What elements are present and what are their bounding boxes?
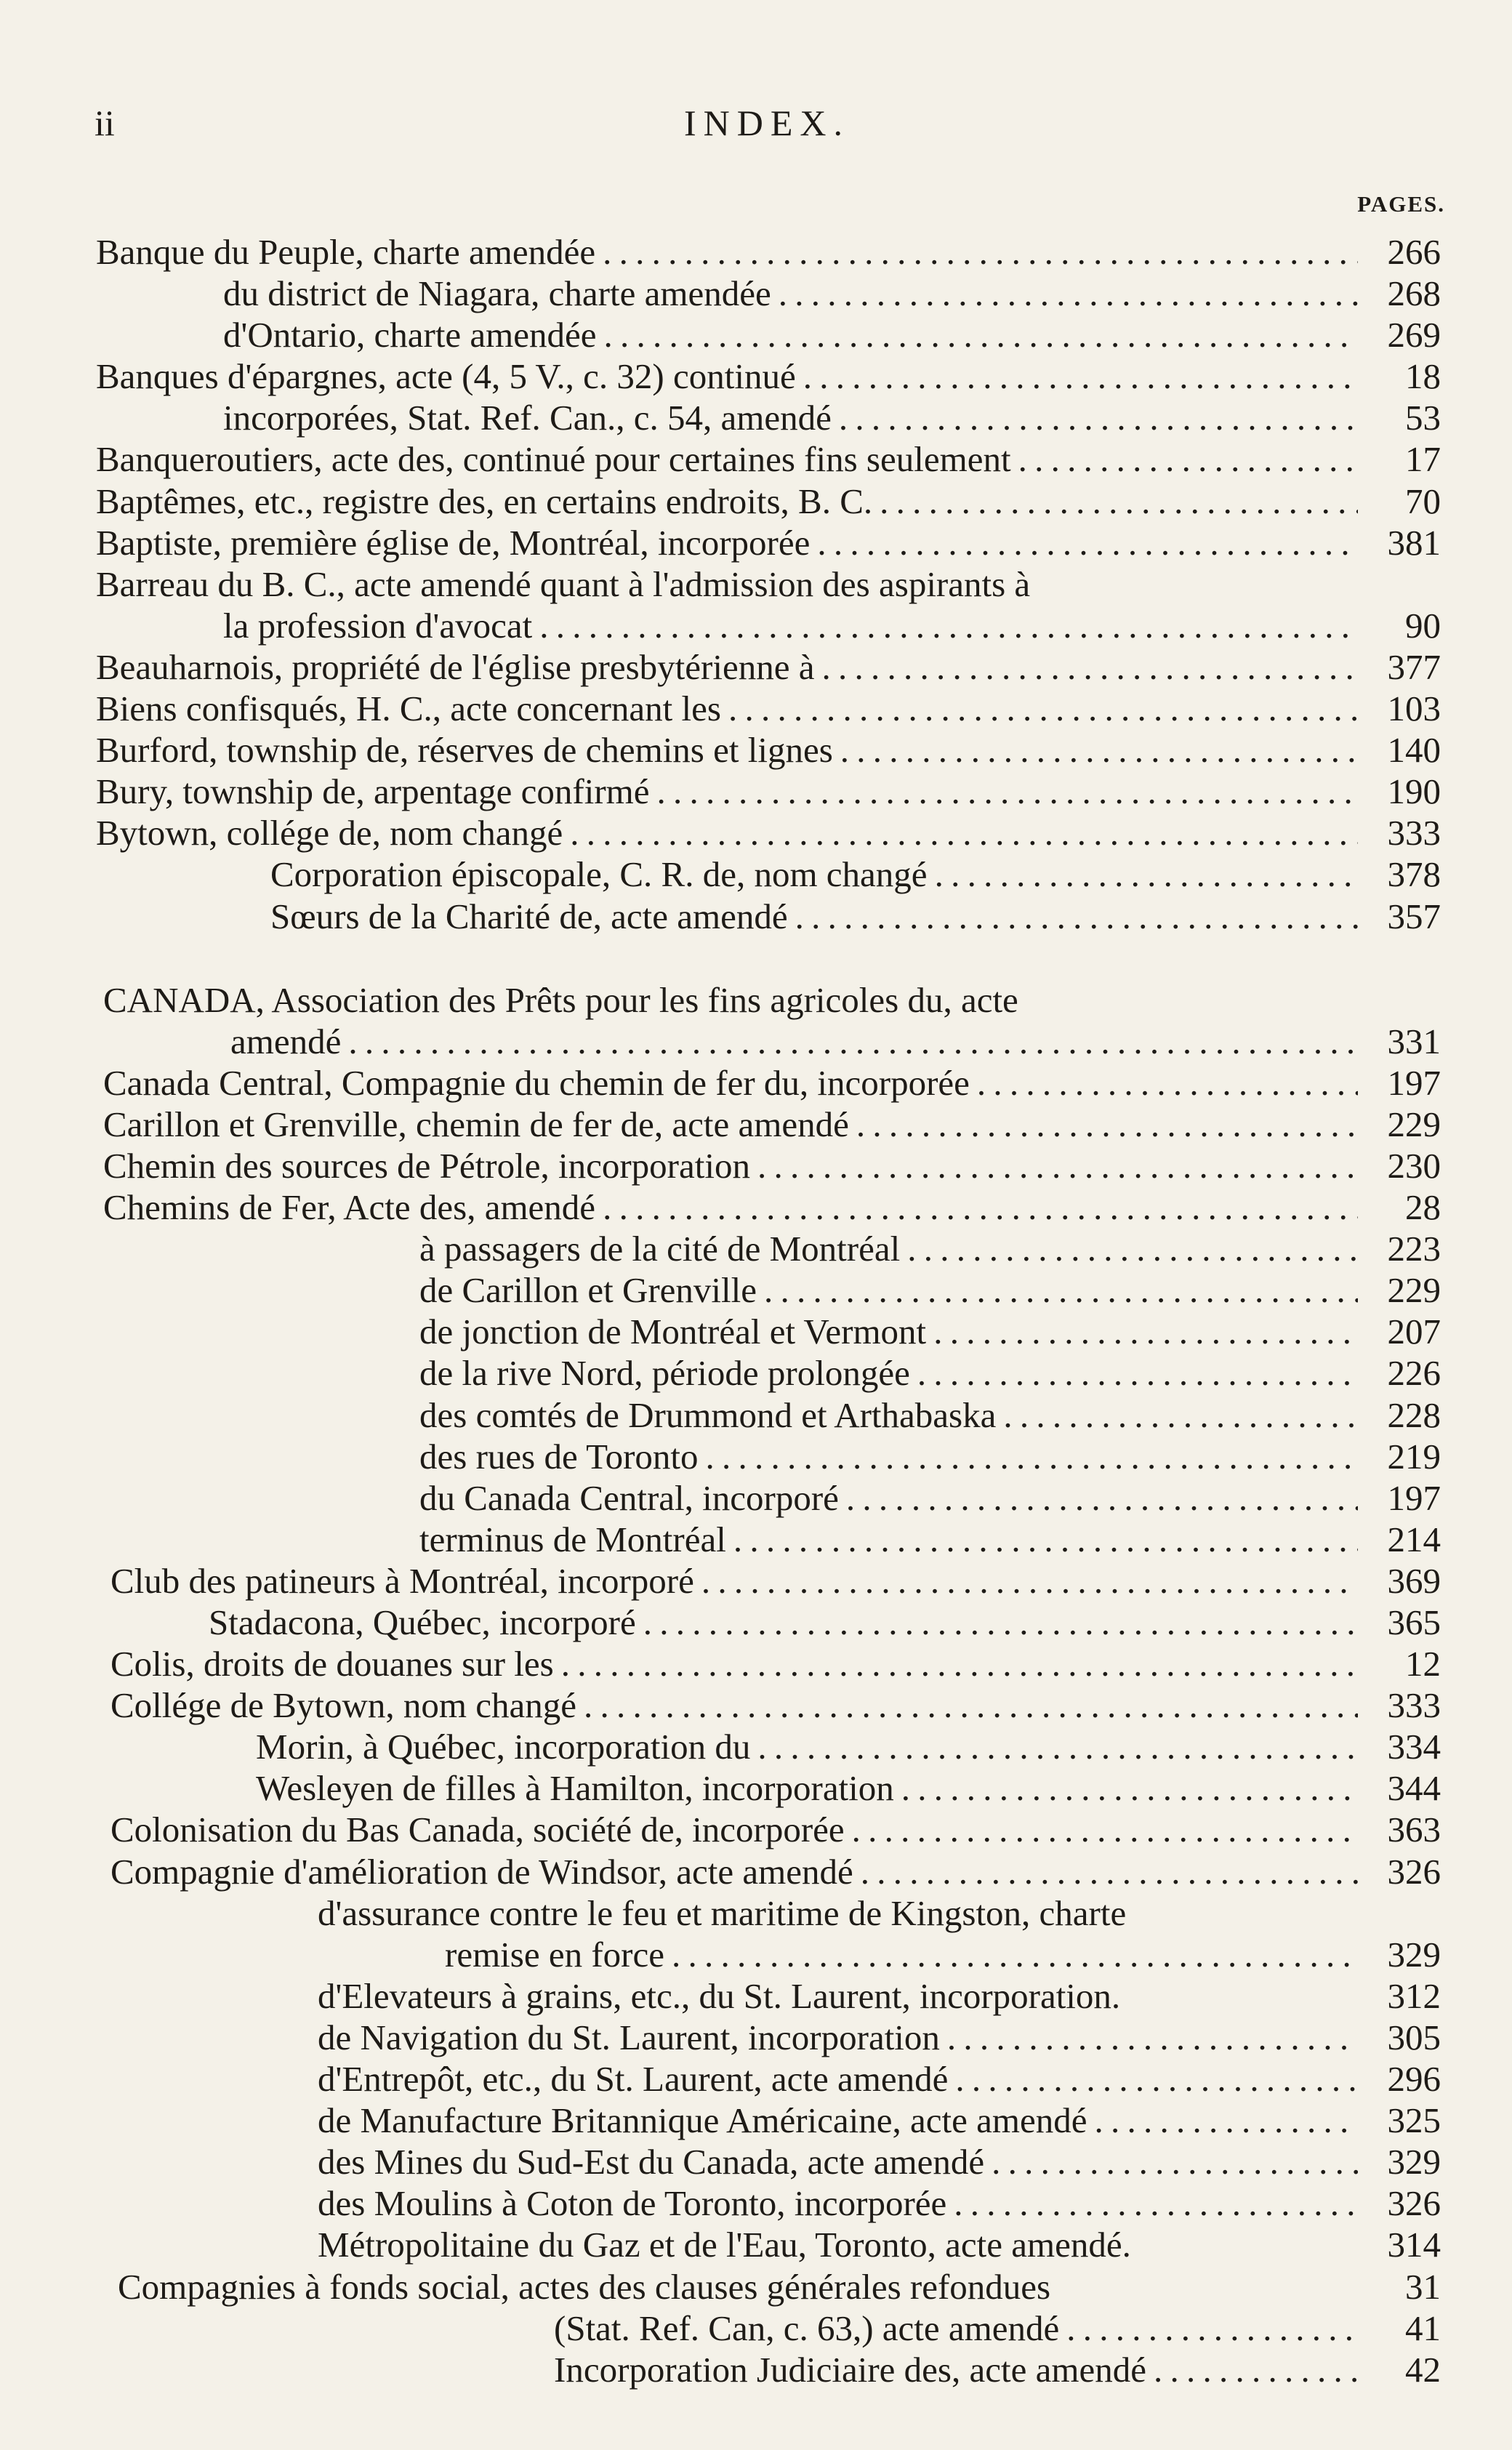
dot-leader bbox=[604, 314, 1358, 356]
entry-text: d'assurance contre le feu et maritime de Kingston, charte bbox=[318, 1892, 1127, 1933]
page-number: 197 bbox=[1387, 1477, 1441, 1518]
page-number: 329 bbox=[1387, 1934, 1441, 1975]
dot-leader bbox=[561, 1643, 1358, 1684]
index-entry bbox=[96, 1892, 1441, 1934]
index-entry bbox=[96, 2224, 1441, 2265]
page-number: 305 bbox=[1387, 2017, 1441, 2057]
dot-leader bbox=[657, 771, 1358, 812]
page-number: 214 bbox=[1387, 1519, 1441, 1559]
page-number: 333 bbox=[1387, 1685, 1441, 1726]
dot-leader bbox=[701, 1560, 1358, 1602]
page-number: 190 bbox=[1387, 771, 1441, 812]
entry-text: à passagers de la cité de Montréal bbox=[419, 1229, 901, 1269]
page-number: 369 bbox=[1387, 1560, 1441, 1601]
index-entry bbox=[96, 1851, 1441, 1892]
page-number: 334 bbox=[1387, 1727, 1441, 1767]
index-entry bbox=[96, 438, 1441, 480]
dot-leader bbox=[1018, 438, 1358, 480]
dot-leader bbox=[817, 522, 1358, 563]
dot-leader bbox=[933, 1311, 1358, 1352]
dot-leader bbox=[947, 2017, 1358, 2058]
dot-leader bbox=[840, 729, 1358, 771]
page-number: 333 bbox=[1387, 813, 1441, 854]
dot-leader bbox=[757, 1145, 1358, 1186]
entry-text: Canada Central, Compagnie du chemin de fer du, incorporée bbox=[103, 1062, 970, 1103]
page-number: 41 bbox=[1405, 2308, 1441, 2348]
entry-text: Club des patineurs à Montréal, incorporé bbox=[110, 1560, 694, 1601]
dot-leader bbox=[728, 688, 1358, 729]
entry-text: Carillon et Grenville, chemin de fer de, acte amendé bbox=[103, 1104, 849, 1144]
page-number: 325 bbox=[1387, 2100, 1441, 2141]
page-number: 223 bbox=[1387, 1229, 1441, 1269]
index-entry bbox=[96, 1934, 1441, 1975]
page-number: 365 bbox=[1387, 1602, 1441, 1642]
entry-text: Barreau du B. C., acte amendé quant à l'admission des aspirants à bbox=[96, 563, 1031, 604]
entry-text: d'Elevateurs à grains, etc., du St. Laurent, incorporation. bbox=[318, 1975, 1121, 2016]
entry-text: Banqueroutiers, acte des, continué pour certaines fins seulement bbox=[96, 439, 1011, 480]
entry-text: Chemin des sources de Pétrole, incorporation bbox=[103, 1145, 750, 1186]
page-number: 18 bbox=[1405, 356, 1441, 397]
page-number: 378 bbox=[1387, 854, 1441, 895]
index-entry bbox=[96, 2308, 1441, 2349]
page-folio: ii bbox=[94, 103, 115, 143]
index-entry bbox=[96, 1602, 1441, 1643]
dot-leader bbox=[672, 1934, 1358, 1975]
entry-text: Corporation épiscopale, C. R. de, nom changé bbox=[270, 854, 928, 895]
dot-leader bbox=[861, 1851, 1358, 1892]
dot-leader bbox=[846, 1477, 1358, 1519]
index-entry bbox=[96, 1311, 1441, 1352]
index-entry bbox=[96, 1767, 1441, 1809]
index-entry bbox=[96, 854, 1441, 895]
index-entry bbox=[96, 771, 1441, 812]
entry-text: Collége de Bytown, nom changé bbox=[110, 1685, 576, 1726]
dot-leader bbox=[757, 1726, 1358, 1767]
dot-leader bbox=[955, 2058, 1358, 2100]
index-entry bbox=[96, 2100, 1441, 2141]
page-number: 207 bbox=[1387, 1312, 1441, 1352]
entry-text: Stadacona, Québec, incorporé bbox=[209, 1602, 636, 1642]
index-entry bbox=[96, 2266, 1441, 2308]
dot-leader bbox=[977, 1062, 1358, 1104]
index-entry bbox=[96, 2017, 1441, 2058]
index-entry bbox=[96, 979, 1441, 1021]
page-number: 103 bbox=[1387, 688, 1441, 729]
index-entry bbox=[96, 2182, 1441, 2224]
page-number: 28 bbox=[1405, 1187, 1441, 1228]
page-number: 219 bbox=[1387, 1436, 1441, 1477]
index-entry bbox=[96, 356, 1441, 397]
entry-text: (Stat. Ref. Can, c. 63,) acte amendé bbox=[554, 2308, 1060, 2348]
entry-text: de Carillon et Grenville bbox=[419, 1270, 757, 1311]
pages-column-label: PAGES. bbox=[1357, 191, 1445, 217]
page-number: 381 bbox=[1387, 522, 1441, 563]
page-number: 90 bbox=[1405, 605, 1441, 646]
entry-text: Sœurs de la Charité de, acte amendé bbox=[270, 896, 788, 936]
page-number: 31 bbox=[1405, 2266, 1441, 2307]
index-entry bbox=[96, 1186, 1441, 1228]
entry-text: Baptêmes, etc., registre des, en certains endroits, B. C. bbox=[96, 481, 873, 521]
index-entry bbox=[96, 812, 1441, 854]
dot-leader bbox=[1094, 2100, 1358, 2141]
entry-text: terminus de Montréal bbox=[419, 1519, 726, 1559]
index-entry bbox=[96, 1477, 1441, 1519]
index-entry bbox=[96, 1228, 1441, 1269]
dot-leader bbox=[901, 1767, 1358, 1809]
entry-text: Morin, à Québec, incorporation du bbox=[256, 1727, 751, 1767]
entry-text: de Manufacture Britannique Américaine, acte amendé bbox=[318, 2100, 1087, 2141]
entry-text: amendé bbox=[230, 1021, 342, 1061]
page-number: 326 bbox=[1387, 2183, 1441, 2224]
entry-text: Compagnie d'amélioration de Windsor, acte amendé bbox=[110, 1851, 853, 1892]
entry-text: Beauharnois, propriété de l'église presbytérienne à bbox=[96, 646, 815, 687]
page-number: 12 bbox=[1405, 1644, 1441, 1684]
index-entry bbox=[96, 1643, 1441, 1684]
index-entry bbox=[96, 2058, 1441, 2100]
page-number: 357 bbox=[1387, 896, 1441, 936]
entry-text: de Navigation du St. Laurent, incorporation bbox=[318, 2017, 940, 2057]
index-entry bbox=[96, 2141, 1441, 2182]
entry-text: du Canada Central, incorporé bbox=[419, 1477, 839, 1518]
dot-leader bbox=[803, 356, 1358, 397]
dot-leader bbox=[852, 1809, 1358, 1850]
entry-text: des comtés de Drummond et Arthabaska bbox=[419, 1394, 997, 1435]
entry-text: Compagnies à fonds social, actes des clauses générales refondues bbox=[118, 2266, 1051, 2307]
dot-leader bbox=[643, 1602, 1358, 1643]
entry-text: Burford, township de, réserves de chemins et lignes bbox=[96, 730, 833, 771]
entry-text: du district de Niagara, charte amendée bbox=[223, 273, 771, 314]
index-entry bbox=[96, 646, 1441, 688]
index-entry bbox=[96, 1394, 1441, 1436]
entry-text: Biens confisqués, H. C., acte concernant les bbox=[96, 688, 721, 729]
entry-text: Métropolitaine du Gaz et de l'Eau, Toronto, acte amendé. bbox=[318, 2225, 1131, 2265]
page-number: 17 bbox=[1405, 439, 1441, 480]
dot-leader bbox=[570, 812, 1358, 854]
index-entry bbox=[96, 563, 1441, 605]
dot-leader bbox=[706, 1436, 1358, 1477]
page-number: 140 bbox=[1387, 730, 1441, 771]
running-title: INDEX. bbox=[683, 103, 850, 143]
entry-text: la profession d'avocat bbox=[223, 605, 533, 646]
dot-leader bbox=[1003, 1394, 1358, 1436]
entry-text: Bury, township de, arpentage confirmé bbox=[96, 771, 650, 812]
entry-text: Banques d'épargnes, acte (4, 5 V., c. 32) continué bbox=[96, 356, 796, 397]
dot-leader bbox=[539, 605, 1358, 646]
dot-leader bbox=[935, 854, 1358, 895]
index-entry bbox=[96, 1104, 1441, 1145]
index-entry bbox=[96, 688, 1441, 729]
page-header bbox=[94, 102, 1439, 153]
entry-text: d'Ontario, charte amendée bbox=[223, 315, 597, 356]
page-number: 229 bbox=[1387, 1104, 1441, 1144]
index-entry bbox=[96, 1352, 1441, 1394]
entry-text: Bytown, collége de, nom changé bbox=[96, 813, 563, 854]
page-number: 226 bbox=[1387, 1353, 1441, 1394]
index-entry bbox=[96, 1519, 1441, 1560]
dot-leader bbox=[779, 273, 1358, 314]
index-entries bbox=[96, 231, 1441, 2390]
entry-text: des Moulins à Coton de Toronto, incorporée bbox=[318, 2183, 947, 2224]
dot-leader bbox=[1154, 2349, 1358, 2390]
dot-leader bbox=[603, 231, 1358, 273]
index-entry bbox=[96, 1021, 1441, 1062]
index-entry bbox=[96, 231, 1441, 273]
index-entry bbox=[96, 729, 1441, 771]
page-number: 331 bbox=[1387, 1021, 1441, 1061]
index-entry bbox=[96, 273, 1441, 314]
entry-text: Chemins de Fer, Acte des, amendé bbox=[103, 1187, 596, 1228]
page-number: 377 bbox=[1387, 646, 1441, 687]
index-entry bbox=[96, 314, 1441, 356]
entry-text: de jonction de Montréal et Vermont bbox=[419, 1312, 927, 1352]
dot-leader bbox=[992, 2141, 1358, 2182]
entry-text: Incorporation Judiciaire des, acte amendé bbox=[554, 2349, 1146, 2390]
index-entry bbox=[96, 1436, 1441, 1477]
page-number: 269 bbox=[1387, 315, 1441, 356]
page-number: 363 bbox=[1387, 1810, 1441, 1850]
page-number: 229 bbox=[1387, 1270, 1441, 1311]
page-number: 344 bbox=[1387, 1768, 1441, 1809]
page-number: 42 bbox=[1405, 2349, 1441, 2390]
dot-leader bbox=[839, 397, 1358, 438]
page-number: 296 bbox=[1387, 2059, 1441, 2100]
dot-leader bbox=[821, 646, 1358, 688]
entry-text: Colonisation du Bas Canada, société de, incorporée bbox=[110, 1810, 845, 1850]
entry-text: CANADA, Association des Prêts pour les fins agricoles du, acte bbox=[103, 979, 1018, 1020]
index-entry bbox=[96, 522, 1441, 563]
entry-text: Wesleyen de filles à Hamilton, incorporation bbox=[256, 1768, 894, 1809]
index-entry bbox=[96, 896, 1441, 937]
index-entry bbox=[96, 481, 1441, 522]
dot-leader bbox=[954, 2182, 1358, 2224]
index-entry bbox=[96, 397, 1441, 438]
entry-text: des rues de Toronto bbox=[419, 1436, 699, 1477]
page-number: 314 bbox=[1387, 2225, 1441, 2265]
dot-leader bbox=[733, 1519, 1358, 1560]
dot-leader bbox=[907, 1228, 1358, 1269]
dot-leader bbox=[1066, 2308, 1358, 2349]
page-number: 266 bbox=[1387, 232, 1441, 272]
index-entry bbox=[96, 1684, 1441, 1726]
index-entry bbox=[96, 605, 1441, 646]
dot-leader bbox=[764, 1269, 1358, 1311]
entry-text: d'Entrepôt, etc., du St. Laurent, acte amendé bbox=[318, 2059, 949, 2100]
index-entry bbox=[96, 1975, 1441, 2017]
index-entry bbox=[96, 2349, 1441, 2390]
entry-text: des Mines du Sud-Est du Canada, acte amendé bbox=[318, 2142, 985, 2182]
page-number: 326 bbox=[1387, 1851, 1441, 1892]
page-number: 197 bbox=[1387, 1062, 1441, 1103]
dot-leader bbox=[348, 1021, 1358, 1062]
index-entry bbox=[96, 1809, 1441, 1850]
entry-text: de la rive Nord, période prolongée bbox=[419, 1353, 910, 1394]
index-entry bbox=[96, 1726, 1441, 1767]
entry-text: Baptiste, première église de, Montréal, incorporée bbox=[96, 522, 811, 563]
dot-leader bbox=[795, 896, 1358, 937]
index-entry bbox=[96, 1269, 1441, 1311]
entry-text: remise en force bbox=[445, 1934, 664, 1975]
dot-leader bbox=[584, 1684, 1358, 1726]
page-number: 329 bbox=[1387, 2142, 1441, 2182]
entry-text: Colis, droits de douanes sur les bbox=[110, 1644, 554, 1684]
index-entry bbox=[96, 1560, 1441, 1602]
page-number: 312 bbox=[1387, 1975, 1441, 2016]
dot-leader bbox=[880, 481, 1358, 522]
page-number: 268 bbox=[1387, 273, 1441, 314]
page-number: 228 bbox=[1387, 1394, 1441, 1435]
index-entry bbox=[96, 1145, 1441, 1186]
page-number: 70 bbox=[1405, 481, 1441, 521]
page-number: 230 bbox=[1387, 1145, 1441, 1186]
dot-leader bbox=[856, 1104, 1358, 1145]
entry-text: Banque du Peuple, charte amendée bbox=[96, 232, 596, 272]
entry-text: incorporées, Stat. Ref. Can., c. 54, amendé bbox=[223, 398, 832, 438]
dot-leader bbox=[603, 1186, 1358, 1228]
page-number: 53 bbox=[1405, 398, 1441, 438]
dot-leader bbox=[917, 1352, 1358, 1394]
index-entry bbox=[96, 1062, 1441, 1104]
